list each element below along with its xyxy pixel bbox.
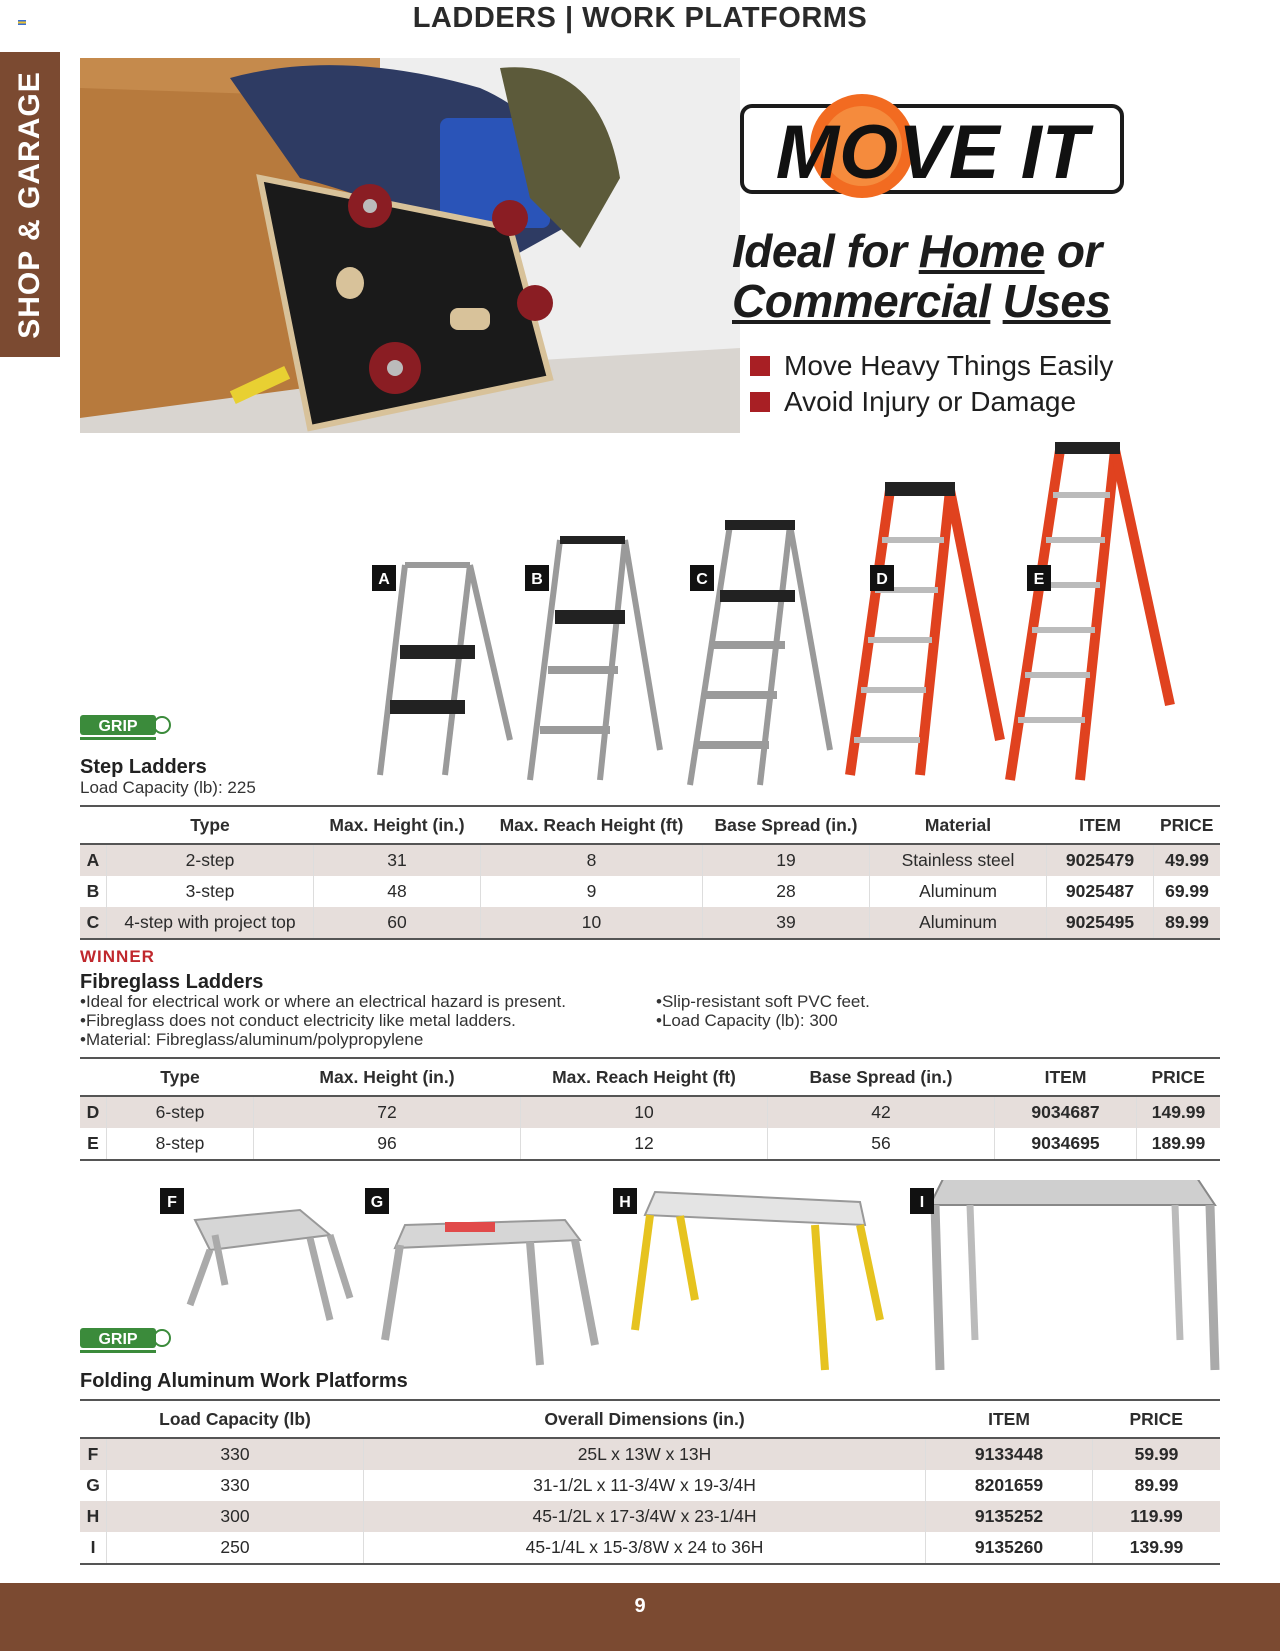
row-letter: F bbox=[80, 1438, 107, 1470]
cell-price: 89.99 bbox=[1154, 907, 1221, 939]
row-letter: B bbox=[80, 876, 107, 907]
platform-f-image bbox=[190, 1210, 350, 1320]
page-title: LADDERS | WORK PLATFORMS bbox=[412, 2, 868, 34]
cell-spread: 56 bbox=[768, 1128, 995, 1160]
column-header: Max. Reach Height (ft) bbox=[521, 1058, 768, 1096]
platforms-title: Folding Aluminum Work Platforms bbox=[80, 1370, 408, 1392]
cell-price: 49.99 bbox=[1154, 844, 1221, 876]
platforms-table bbox=[80, 1399, 1220, 1565]
cell-material: Stainless steel bbox=[870, 844, 1047, 876]
column-header: Base Spread (in.) bbox=[768, 1058, 995, 1096]
grip-logo bbox=[80, 1326, 172, 1356]
row-letter: I bbox=[80, 1532, 107, 1564]
cell-item: 9034687 bbox=[995, 1096, 1137, 1128]
ladder-e-image bbox=[1010, 442, 1170, 780]
ladder-label: B bbox=[531, 571, 543, 588]
fibreglass-title: Fibreglass Ladders bbox=[80, 971, 264, 993]
row-letter: D bbox=[80, 1096, 107, 1128]
table-row bbox=[80, 1096, 1220, 1128]
cell-max-height: 60 bbox=[314, 907, 481, 939]
table-row bbox=[80, 1501, 1220, 1532]
cell-load: 330 bbox=[107, 1470, 364, 1501]
fibreglass-bullet: •Ideal for electrical work or where an electrical hazard is present. bbox=[80, 992, 566, 1011]
cell-type: 8-step bbox=[107, 1128, 254, 1160]
cell-max-height: 72 bbox=[254, 1096, 521, 1128]
platform-label: I bbox=[919, 1194, 925, 1211]
hero-bullet bbox=[750, 348, 1113, 384]
platform-i-image bbox=[930, 1180, 1215, 1370]
column-header: PRICE bbox=[1137, 1058, 1221, 1096]
cell-reach: 8 bbox=[481, 844, 703, 876]
tagline-or: or bbox=[1056, 225, 1102, 277]
cell-material: Aluminum bbox=[870, 876, 1047, 907]
page-footer bbox=[0, 1583, 1280, 1651]
cell-item: 9135252 bbox=[926, 1501, 1093, 1532]
cell-dimensions: 31-1/2L x 11-3/4W x 19-3/4H bbox=[364, 1470, 926, 1501]
tagline-commercial: Commercial bbox=[732, 275, 991, 327]
column-header: ITEM bbox=[926, 1400, 1093, 1438]
column-header: ITEM bbox=[995, 1058, 1137, 1096]
ladder-label: E bbox=[1033, 571, 1045, 588]
table-header-row bbox=[80, 1058, 1220, 1096]
move-it-logo-text: MOVE IT bbox=[775, 110, 1089, 195]
cell-item: 9034695 bbox=[995, 1128, 1137, 1160]
move-it-logo bbox=[732, 78, 1132, 208]
hero-bullets bbox=[750, 348, 1113, 420]
header-blank bbox=[80, 1400, 107, 1438]
cell-item: 8201659 bbox=[926, 1470, 1093, 1501]
platform-label: G bbox=[370, 1194, 384, 1211]
platform-images bbox=[150, 1180, 1230, 1380]
platform-label: F bbox=[167, 1194, 177, 1211]
platform-h-image bbox=[635, 1192, 880, 1370]
row-letter: H bbox=[80, 1501, 107, 1532]
cell-item: 9025487 bbox=[1047, 876, 1154, 907]
fibreglass-bullet: •Load Capacity (lb): 300 bbox=[656, 1011, 838, 1030]
hero-bullet-text: Avoid Injury or Damage bbox=[784, 386, 1077, 417]
column-header: Load Capacity (lb) bbox=[107, 1400, 364, 1438]
column-header: Max. Height (in.) bbox=[314, 806, 481, 844]
column-header: Max. Height (in.) bbox=[254, 1058, 521, 1096]
moving-dolly-illustration bbox=[80, 58, 740, 433]
table-row bbox=[80, 907, 1220, 939]
cell-dimensions: 25L x 13W x 13H bbox=[364, 1438, 926, 1470]
cell-reach: 12 bbox=[521, 1128, 768, 1160]
side-tab-label: SHOP & GARAGE bbox=[13, 70, 46, 339]
row-letter: G bbox=[80, 1470, 107, 1501]
cell-price: 189.99 bbox=[1137, 1128, 1221, 1160]
column-header: Base Spread (in.) bbox=[703, 806, 870, 844]
hero-tagline bbox=[732, 226, 1162, 326]
ladder-label: C bbox=[696, 571, 708, 588]
column-header: ITEM bbox=[1047, 806, 1154, 844]
step-ladders-subtitle: Load Capacity (lb): 225 bbox=[80, 778, 256, 797]
grip-logo-text: GRIP bbox=[98, 718, 138, 735]
table-header-row bbox=[80, 806, 1220, 844]
square-bullet-icon bbox=[750, 356, 770, 376]
header-blank bbox=[80, 1058, 107, 1096]
cell-reach: 10 bbox=[481, 907, 703, 939]
table-row bbox=[80, 1532, 1220, 1564]
cell-max-height: 31 bbox=[314, 844, 481, 876]
hero-bullet bbox=[750, 384, 1113, 420]
grip-logo bbox=[80, 713, 172, 743]
column-header: Max. Reach Height (ft) bbox=[481, 806, 703, 844]
cell-dimensions: 45-1/2L x 17-3/4W x 23-1/4H bbox=[364, 1501, 926, 1532]
cell-item: 9135260 bbox=[926, 1532, 1093, 1564]
ladder-a-image bbox=[380, 565, 510, 775]
ladder-images bbox=[360, 440, 1180, 790]
cell-reach: 9 bbox=[481, 876, 703, 907]
table-row bbox=[80, 876, 1220, 907]
header-blank bbox=[80, 806, 107, 844]
fibreglass-bullets-left bbox=[80, 992, 566, 1049]
row-letter: E bbox=[80, 1128, 107, 1160]
cell-spread: 19 bbox=[703, 844, 870, 876]
table-row bbox=[80, 1128, 1220, 1160]
tagline-home: Home bbox=[918, 225, 1045, 277]
cell-price: 139.99 bbox=[1093, 1532, 1221, 1564]
ladder-b-image bbox=[530, 540, 660, 780]
column-header: Overall Dimensions (in.) bbox=[364, 1400, 926, 1438]
cell-dimensions: 45-1/4L x 15-3/8W x 24 to 36H bbox=[364, 1532, 926, 1564]
cell-spread: 42 bbox=[768, 1096, 995, 1128]
cell-load: 250 bbox=[107, 1532, 364, 1564]
cell-price: 89.99 bbox=[1134, 1475, 1179, 1495]
column-header: Type bbox=[107, 806, 314, 844]
ladder-c-image bbox=[690, 520, 830, 785]
cell-max-height: 96 bbox=[254, 1128, 521, 1160]
side-tab bbox=[0, 52, 60, 357]
hero-banner bbox=[80, 58, 1160, 433]
fibreglass-bullets-right bbox=[656, 992, 870, 1030]
step-ladders-table bbox=[80, 805, 1220, 940]
cell-type: 3-step bbox=[107, 876, 314, 907]
ladder-d-image bbox=[850, 482, 1000, 775]
hero-bullet-text: Move Heavy Things Easily bbox=[784, 350, 1114, 381]
platform-g-image bbox=[385, 1220, 595, 1365]
tagline-uses: Uses bbox=[1002, 275, 1111, 327]
table-row bbox=[80, 844, 1220, 876]
cell-spread: 39 bbox=[703, 907, 870, 939]
hero-copy bbox=[720, 58, 1160, 433]
cell-max-height: 48 bbox=[314, 876, 481, 907]
ladder-label: D bbox=[876, 571, 888, 588]
cell-load: 330 bbox=[107, 1438, 364, 1470]
cell-type: 4-step with project top bbox=[107, 907, 314, 939]
cell-type: 6-step bbox=[107, 1096, 254, 1128]
row-letter: A bbox=[80, 844, 107, 876]
cell-item: 9025479 bbox=[1047, 844, 1154, 876]
cell-price: 119.99 bbox=[1093, 1501, 1221, 1532]
fibreglass-bullet: •Material: Fibreglass/aluminum/polypropylene bbox=[80, 1030, 424, 1049]
column-header: PRICE bbox=[1093, 1400, 1221, 1438]
row-letter: C bbox=[80, 907, 107, 939]
page-number: 9 bbox=[634, 1595, 646, 1617]
table-header-row bbox=[80, 1400, 1220, 1438]
ladder-label: A bbox=[378, 571, 390, 588]
table-row bbox=[80, 1438, 1220, 1470]
tagline-part-1: Ideal for bbox=[732, 225, 907, 277]
cell-price: 149.99 bbox=[1137, 1096, 1221, 1128]
winner-logo bbox=[80, 945, 180, 967]
fibreglass-table bbox=[80, 1057, 1220, 1161]
cell-item: 9025495 bbox=[1047, 907, 1154, 939]
cell-spread: 28 bbox=[703, 876, 870, 907]
cell-load: 300 bbox=[107, 1501, 364, 1532]
grip-logo-text: GRIP bbox=[98, 1331, 138, 1348]
winner-logo-text: WINNER bbox=[80, 947, 155, 966]
fibreglass-bullet: •Fibreglass does not conduct electricity like metal ladders. bbox=[80, 1011, 516, 1030]
cell-price: 59.99 bbox=[1093, 1438, 1221, 1470]
cell-material: Aluminum bbox=[870, 907, 1047, 939]
step-ladders-title: Step Ladders bbox=[80, 756, 207, 778]
cell-type: 2-step bbox=[107, 844, 314, 876]
fibreglass-bullet: •Slip-resistant soft PVC feet. bbox=[656, 992, 870, 1011]
platform-label: H bbox=[619, 1194, 631, 1211]
column-header: Type bbox=[107, 1058, 254, 1096]
cell-reach: 10 bbox=[521, 1096, 768, 1128]
cell-item: 9133448 bbox=[926, 1438, 1093, 1470]
column-header: PRICE bbox=[1154, 806, 1221, 844]
cell-price: 69.99 bbox=[1165, 881, 1209, 901]
table-row bbox=[80, 1470, 1220, 1501]
column-header: Material bbox=[870, 806, 1047, 844]
dolly-photo bbox=[80, 58, 740, 433]
square-bullet-icon bbox=[750, 392, 770, 412]
